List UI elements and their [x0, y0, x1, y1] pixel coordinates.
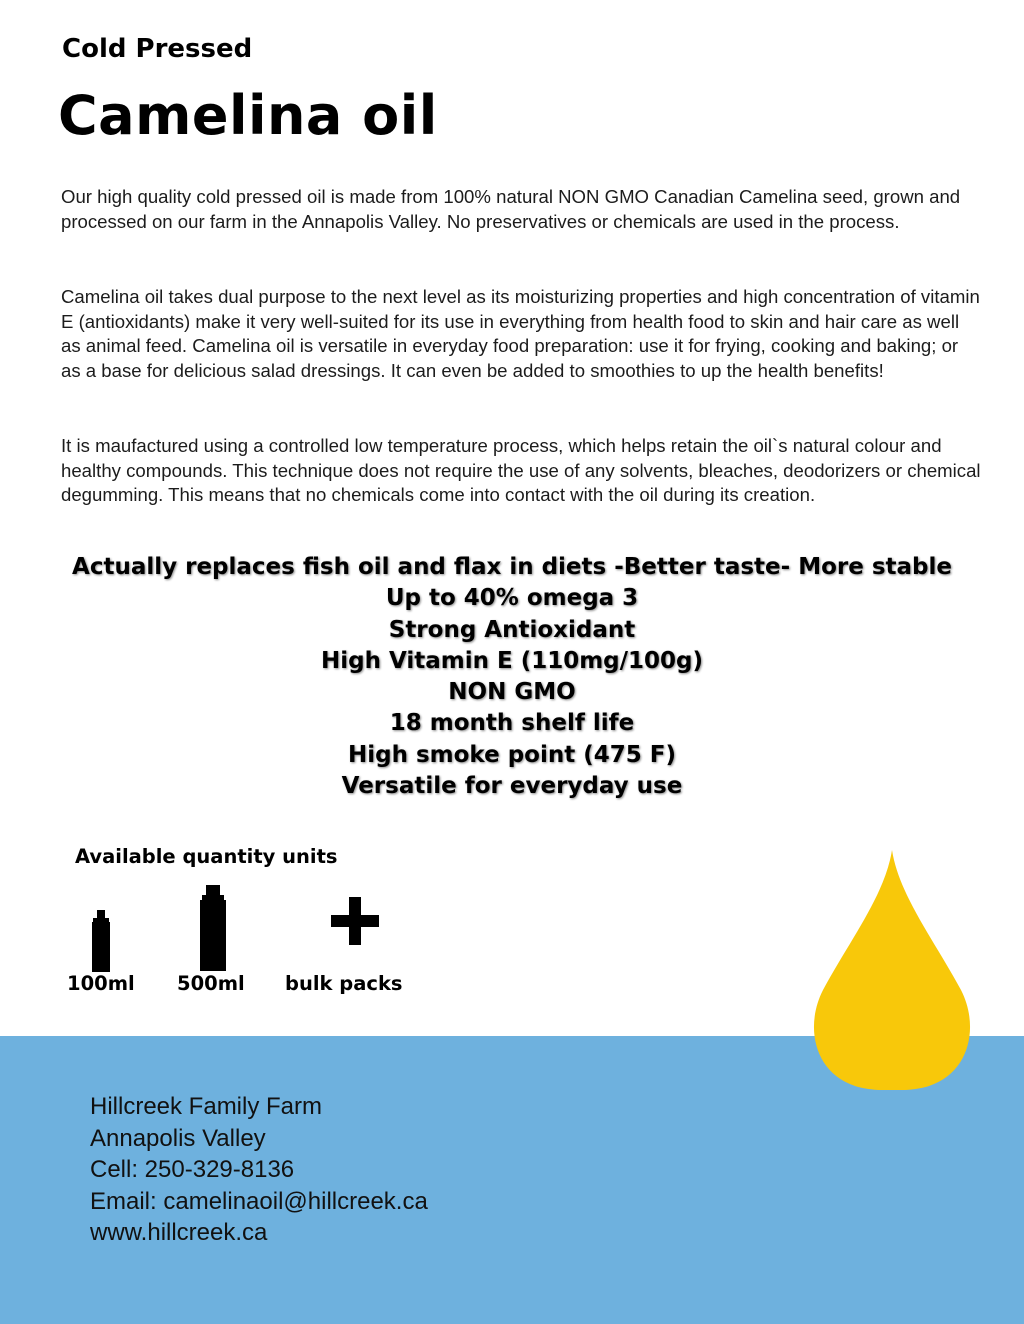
- highlight-item: High Vitamin E (110mg/100g): [320, 647, 704, 674]
- email-address[interactable]: Email: camelinaoil@hillcreek.ca: [90, 1187, 428, 1215]
- highlight-item: Actually replaces fish oil and flax in diets -Better taste- More stable: [72, 554, 952, 580]
- highlight-item: NON GMO: [448, 679, 576, 706]
- units-heading: Available quantity units: [75, 845, 338, 868]
- highlight-item: Up to 40% omega 3: [385, 585, 639, 612]
- farm-location: Annapolis Valley: [90, 1124, 266, 1152]
- description-paragraph-1: Our high quality cold pressed oil is made from 100% natural NON GMO Canadian Camelina seed, grown and processed on our farm in the Annapolis Valley. No preservatives or chemicals are used in the process.: [61, 186, 961, 232]
- website-link[interactable]: www.hillcreek.ca: [90, 1219, 268, 1246]
- highlight-item: Versatile for everyday use: [341, 773, 683, 800]
- contact-block: [90, 1091, 428, 1249]
- description-paragraph-3: It is maufactured using a controlled low temperature process, which helps retain the oil`s natural colour and healthy compounds. This technique does not require the use of any solvents, bleaches, deodorizers or chemical degumming. This means that no chemicals come into contact with the oil during its creation.: [61, 435, 981, 506]
- small-bottle-icon: [91, 910, 111, 972]
- subtitle: Cold Pressed: [62, 34, 253, 64]
- highlight-item: High smoke point (475 F): [348, 741, 676, 768]
- highlight-item: Strong Antioxidant: [388, 616, 636, 643]
- description-paragraph-2: Camelina oil takes dual purpose to the next level as its moisturizing properties and high concentration of vitamin E (antioxidants) make it very well-suited for its use in everything from health food to skin and hair care as well as animal feed. Camelina oil is versatile in everyday food preparation: use it for frying, cooking and baking; or as a base for delicious salad dressings. It can even be added to smoothies to up the health benefits!: [61, 286, 980, 381]
- unit-label-500ml: 500ml: [177, 972, 245, 995]
- large-bottle-icon: [199, 885, 227, 971]
- highlights-list: [0, 552, 1024, 802]
- page-title: Camelina oil: [58, 84, 438, 147]
- farm-name: Hillcreek Family Farm: [90, 1093, 323, 1120]
- cell-phone[interactable]: Cell: 250-329-8136: [90, 1156, 295, 1183]
- highlight-item: 18 month shelf life: [389, 710, 635, 737]
- unit-label-bulk-packs: bulk packs: [285, 972, 403, 995]
- unit-label-100ml: 100ml: [67, 972, 135, 995]
- plus-icon: [331, 897, 379, 945]
- oil-drop-icon: [805, 850, 979, 1090]
